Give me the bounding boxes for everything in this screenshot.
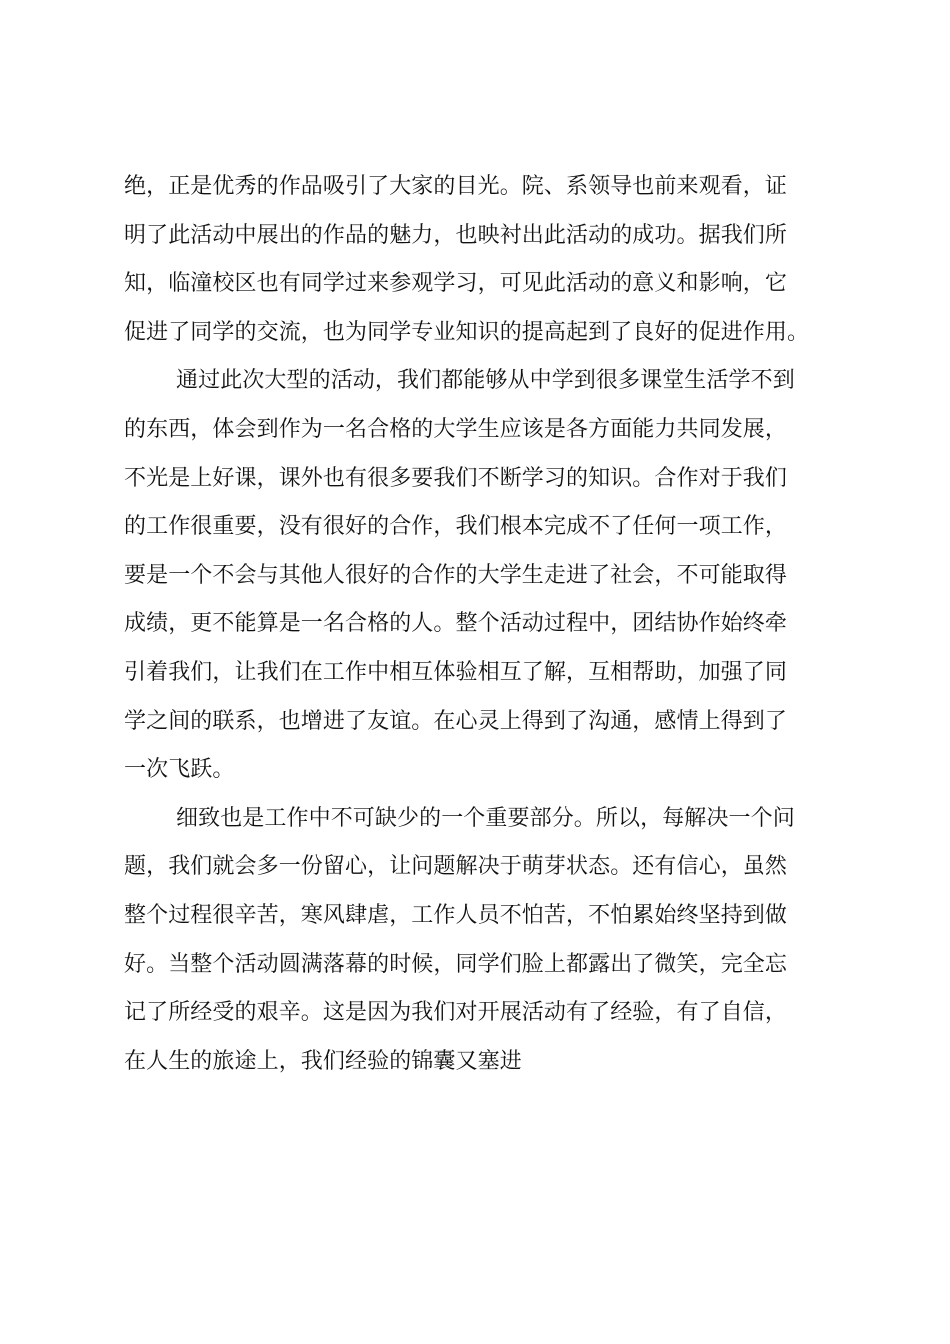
text-line: 学之间的联系，也增进了友谊。在心灵上得到了沟通，感情上得到了 [124,708,788,734]
text-line: 的东西，体会到作为一名合格的大学生应该是各方面能力共同发展， [124,416,788,442]
text-line: 引着我们，让我们在工作中相互体验相互了解，互相帮助，加强了同 [124,659,788,685]
text-line: 促进了同学的交流，也为同学专业知识的提高起到了良好的促进作用。 [124,319,810,345]
paragraph-start-line: 通过此次大型的活动，我们都能够从中学到很多课堂生活学不到 [176,368,795,394]
text-line: 要是一个不会与其他人很好的合作的大学生走进了社会，不可能取得 [124,562,788,588]
text-line: 整个过程很辛苦，寒风肆虐，工作人员不怕苦，不怕累始终坚持到做 [124,902,788,928]
body-text [124,163,844,1086]
text-line: 题，我们就会多一份留心，让问题解决于萌芽状态。还有信心，虽然 [124,854,788,880]
text-line: 明了此活动中展出的作品的魅力，也映衬出此活动的成功。据我们所 [124,222,788,248]
text-line: 在人生的旅途上，我们经验的锦囊又塞进 [124,1048,522,1074]
text-line: 一次飞跃。 [124,757,235,783]
text-line: 不光是上好课，课外也有很多要我们不断学习的知识。合作对于我们 [124,465,788,491]
text-line: 成绩，更不能算是一名合格的人。整个活动过程中，团结协作始终牵 [124,611,788,637]
text-line: 知，临潼校区也有同学过来参观学习，可见此活动的意义和影响，它 [124,271,788,297]
text-line: 绝，正是优秀的作品吸引了大家的目光。院、系领导也前来观看，证 [124,174,788,199]
paragraph-start-line: 细致也是工作中不可缺少的一个重要部分。所以，每解决一个问 [176,805,795,831]
text-line: 好。当整个活动圆满落幕的时候，同学们脸上都露出了微笑，完全忘 [124,951,788,977]
text-line: 记了所经受的艰辛。这是因为我们对开展活动有了经验，有了自信， [124,1000,788,1026]
text-line: 的工作很重要，没有很好的合作，我们根本完成不了任何一项工作， [124,514,788,540]
